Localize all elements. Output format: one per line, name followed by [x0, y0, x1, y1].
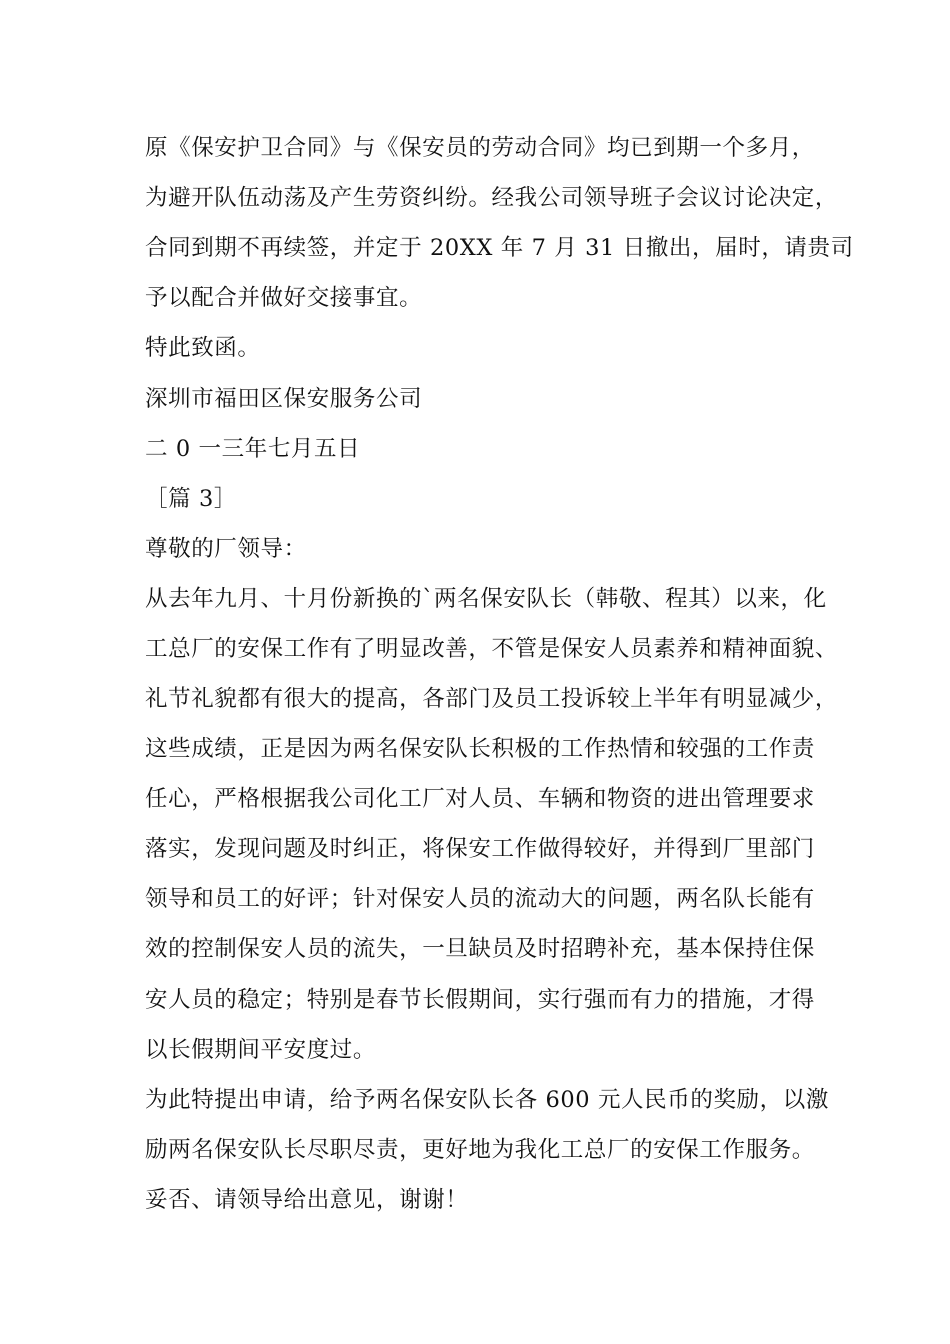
text-line: 礼节礼貌都有很大的提高，各部门及员工投诉较上半年有明显减少， [145, 686, 839, 712]
text-line: 效的控制保安人员的流失，一旦缺员及时招聘补充，基本保持住保 [145, 936, 815, 962]
closing-request-line: 妥否、请领导给出意见，谢谢！ [145, 1187, 469, 1213]
text-line: 为此特提出申请，给予两名保安队长各 600 元人民币的奖励，以激 [145, 1087, 829, 1113]
closing-line: 特此致函。 [145, 335, 261, 361]
section-heading: ［篇 3］ [145, 486, 237, 512]
text-line: 从去年九月、十月份新换的`两名保安队长（韩敬、程其）以来，化 [145, 586, 827, 612]
text-line: 安人员的稳定；特别是春节长假期间，实行强而有力的措施，才得 [145, 987, 815, 1013]
sender-organization: 深圳市福田区保安服务公司 [145, 386, 423, 412]
salutation: 尊敬的厂领导： [145, 536, 307, 562]
text-line: 为避开队伍动荡及产生劳资纠纷。经我公司领导班子会议讨论决定， [145, 185, 839, 211]
text-line: 任心，严格根据我公司化工厂对人员、车辆和物资的进出管理要求 [145, 786, 815, 812]
text-line: 予以配合并做好交接事宜。 [145, 285, 423, 311]
letter-date: 二 0 一三年七月五日 [145, 436, 361, 462]
text-line: 合同到期不再续签，并定于 20XX 年 7 月 31 日撤出，届时，请贵司 [145, 235, 854, 261]
text-line: 领导和员工的好评；针对保安人员的流动大的问题，两名队长能有 [145, 886, 815, 912]
text-line: 落实，发现问题及时纠正，将保安工作做得较好，并得到厂里部门 [145, 836, 815, 862]
text-line: 这些成绩，正是因为两名保安队长积极的工作热情和较强的工作责 [145, 736, 815, 762]
text-line: 原《保安护卫合同》与《保安员的劳动合同》均已到期一个多月， [145, 135, 815, 161]
text-line: 以长假期间平安度过。 [145, 1037, 377, 1063]
text-line: 励两名保安队长尽职尽责，更好地为我化工总厂的安保工作服务。 [145, 1137, 815, 1163]
text-line: 工总厂的安保工作有了明显改善，不管是保安人员素养和精神面貌、 [145, 636, 839, 662]
